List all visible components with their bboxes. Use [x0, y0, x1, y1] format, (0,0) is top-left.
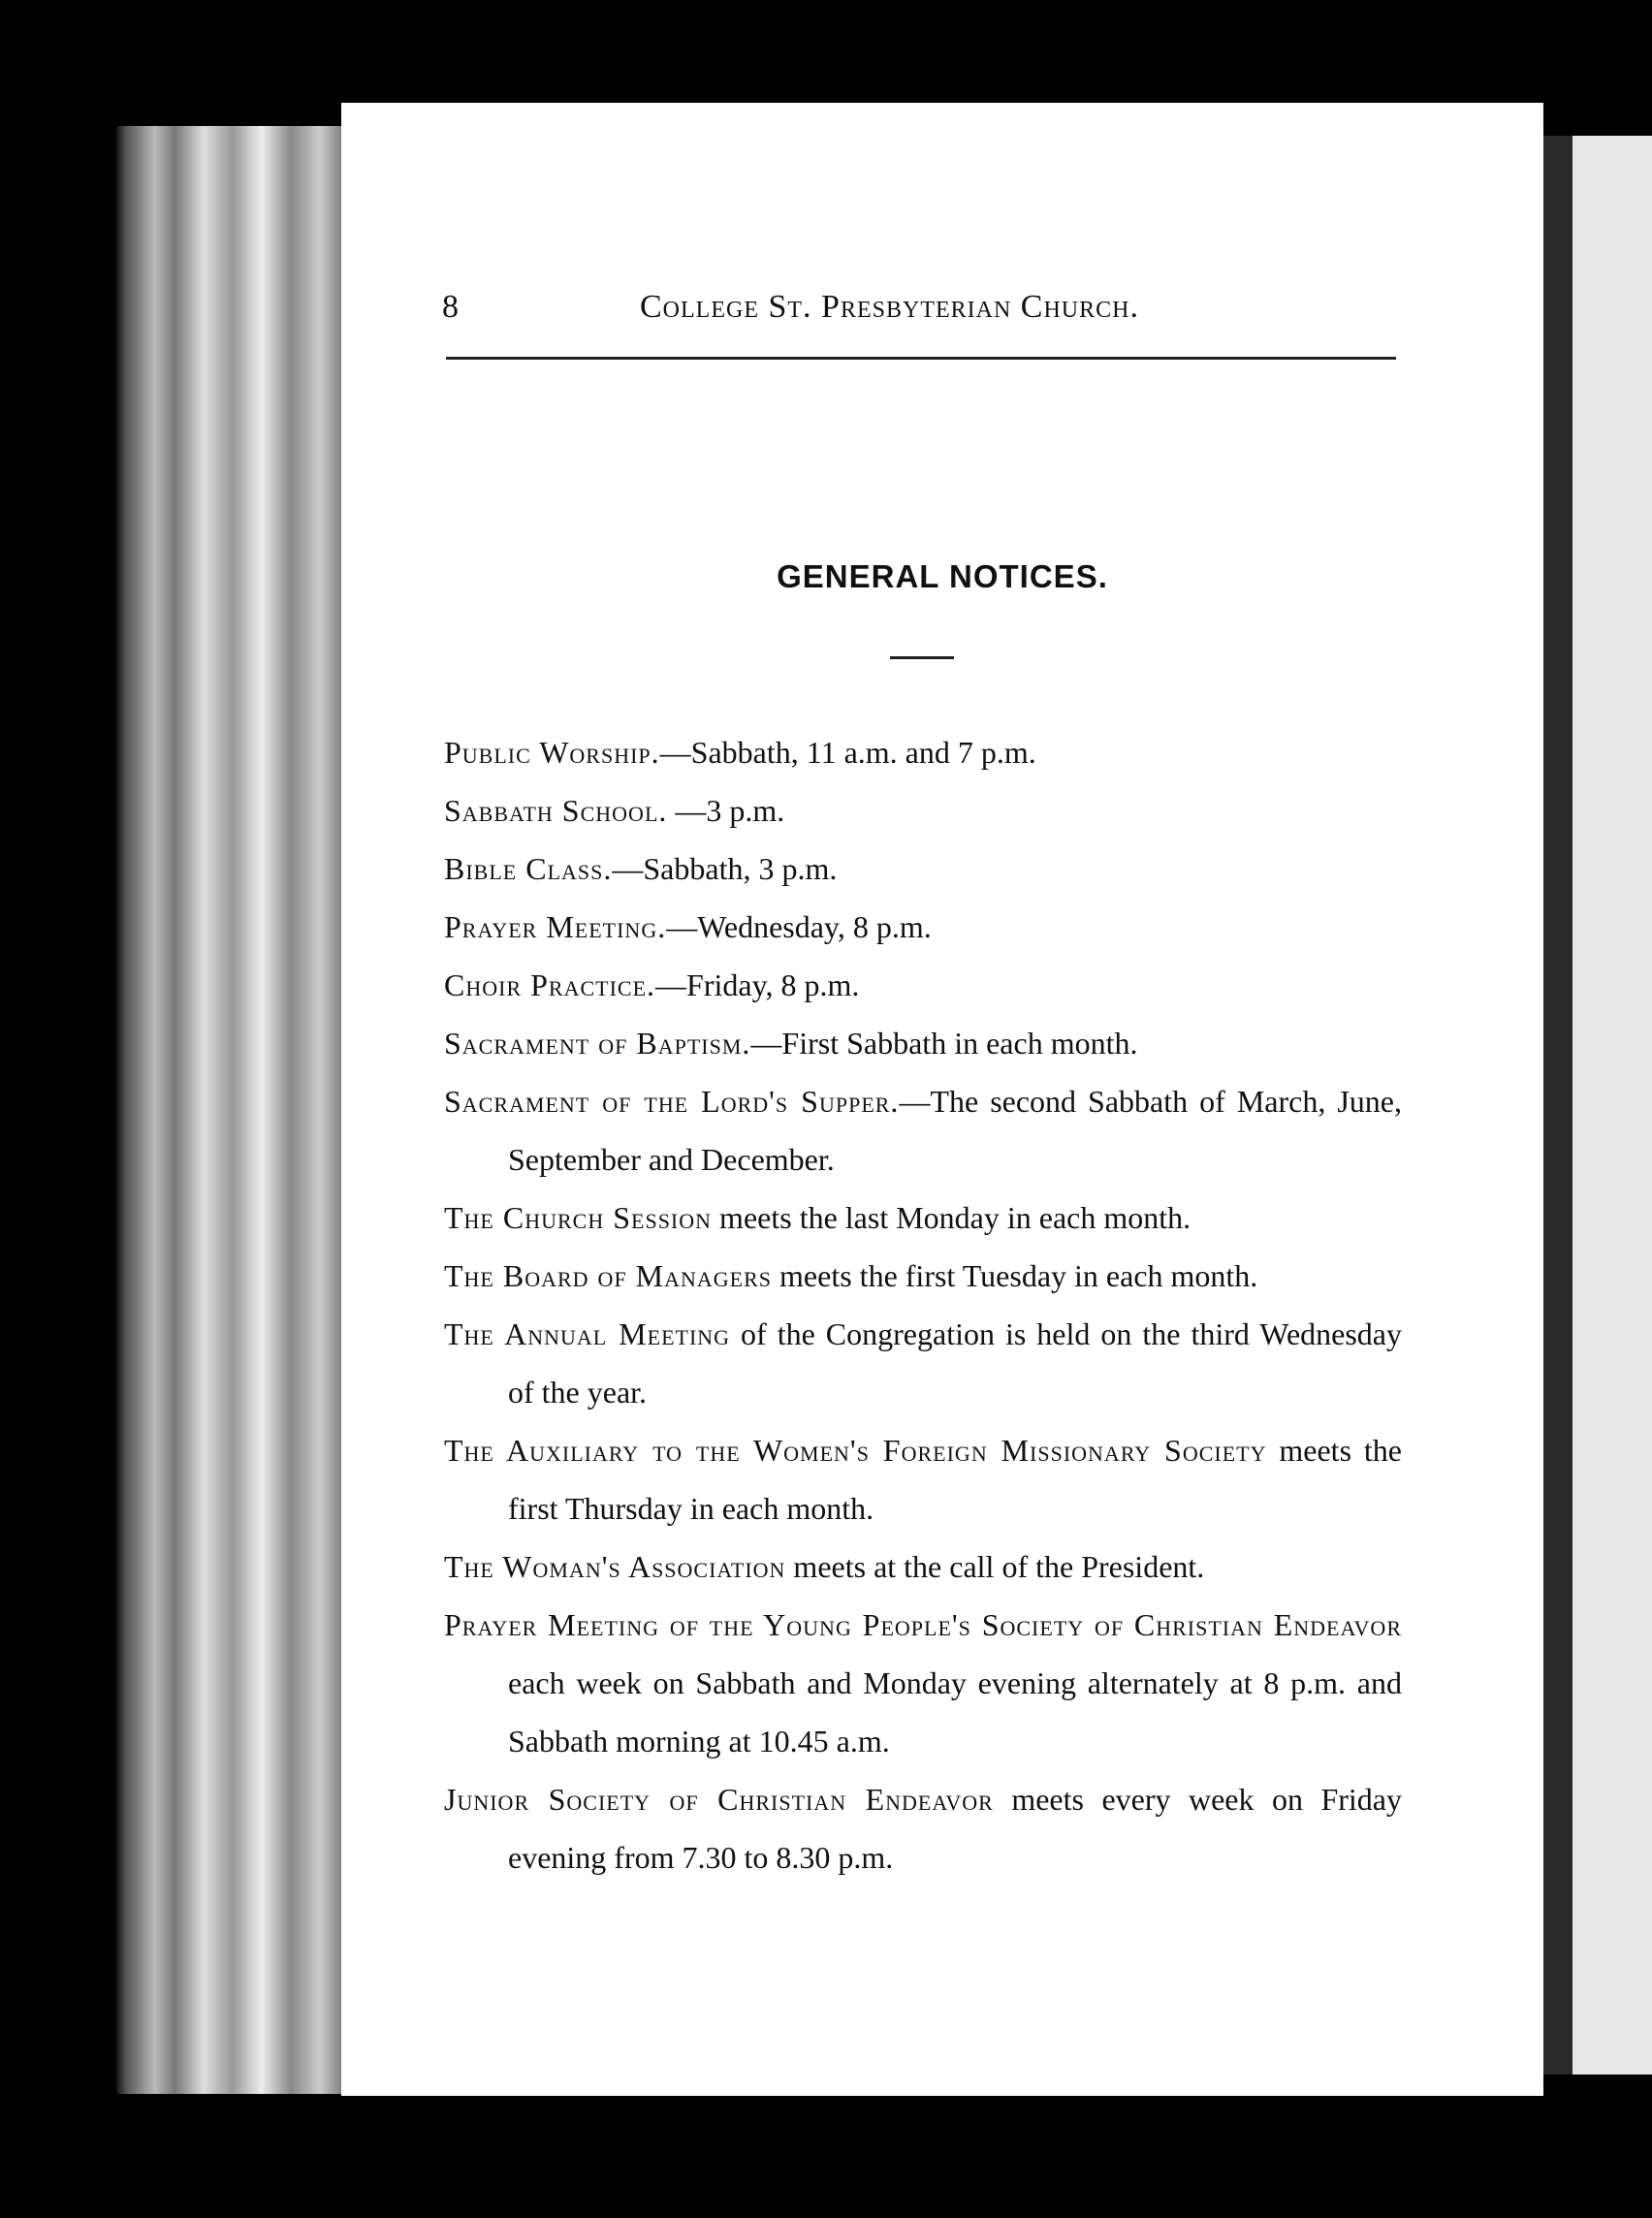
notice-lead: Public Worship. — [444, 735, 660, 770]
notice-lead: Junior Society of Christian Endeavor — [444, 1782, 994, 1817]
book-page — [341, 103, 1543, 2096]
notice-text: of the Congregation is held on the third Wednesday of the year. — [508, 1316, 1403, 1410]
title-rule — [890, 656, 954, 659]
facing-page-shadow — [1543, 136, 1573, 2075]
page-number: 8 — [442, 289, 459, 325]
page-title: GENERAL NOTICES. — [777, 558, 1108, 594]
notice-text: —Friday, 8 p.m. — [655, 967, 860, 1002]
notice-item — [444, 1188, 1402, 1247]
notice-text: —3 p.m. — [667, 793, 785, 828]
notice-lead: Prayer Meeting of the Young People's Society of Christian Endeavor — [444, 1607, 1402, 1642]
notice-text: meets the first Thursday in each month. — [508, 1433, 1402, 1526]
header-rule — [446, 357, 1396, 360]
notice-list — [444, 723, 1402, 1886]
notice-item — [444, 1421, 1402, 1537]
facing-page-edge — [1573, 136, 1652, 2075]
notice-item — [444, 723, 1402, 781]
notice-lead: The Woman's Association — [444, 1549, 786, 1584]
notice-lead: Bible Class. — [444, 851, 613, 886]
notice-item — [444, 956, 1402, 1014]
notice-text: meets at the call of the President. — [785, 1549, 1205, 1584]
notice-item — [444, 1014, 1402, 1072]
notice-text: —Sabbath, 11 a.m. and 7 p.m. — [659, 735, 1036, 770]
notice-lead: The Board of Managers — [444, 1258, 773, 1293]
notice-item — [444, 840, 1402, 898]
notice-item — [444, 898, 1402, 956]
notice-lead: Sacrament of Baptism. — [444, 1026, 751, 1061]
notice-item — [444, 1770, 1402, 1886]
notice-lead: Sabbath School. — [444, 793, 668, 828]
book-spine — [116, 126, 349, 2094]
notice-text: —Sabbath, 3 p.m. — [612, 851, 838, 886]
notice-item — [444, 781, 1402, 840]
notice-text: each week on Sabbath and Monday evening alternately at 8 p.m. and Sabbath morning at 10.45 a.m. — [508, 1665, 1402, 1759]
notice-item — [444, 1537, 1402, 1596]
running-head: College St. Presbyterian Church. — [640, 289, 1139, 325]
notice-item — [444, 1305, 1402, 1421]
notice-text: meets the first Tuesday in each month. — [772, 1258, 1258, 1293]
notice-text: —The second Sabbath of March, June, September and December. — [508, 1084, 1403, 1177]
notice-lead: The Annual Meeting — [444, 1316, 731, 1351]
notice-lead: The Church Session — [444, 1200, 713, 1235]
notice-item — [444, 1247, 1402, 1305]
notice-item — [444, 1596, 1402, 1770]
notice-text: —Wednesday, 8 p.m. — [666, 909, 932, 944]
notice-text: meets the last Monday in each month. — [712, 1200, 1191, 1235]
notice-lead: Prayer Meeting. — [444, 909, 667, 944]
notice-text: meets every week on Friday evening from 7.30 to 8.30 p.m. — [508, 1782, 1402, 1875]
notice-lead: Choir Practice. — [444, 967, 656, 1002]
notice-text: —First Sabbath in each month. — [750, 1026, 1138, 1061]
notice-item — [444, 1072, 1402, 1188]
notice-lead: Sacrament of the Lord's Supper. — [444, 1084, 900, 1119]
notice-lead: The Auxiliary to the Women's Foreign Missionary Society — [444, 1433, 1267, 1468]
